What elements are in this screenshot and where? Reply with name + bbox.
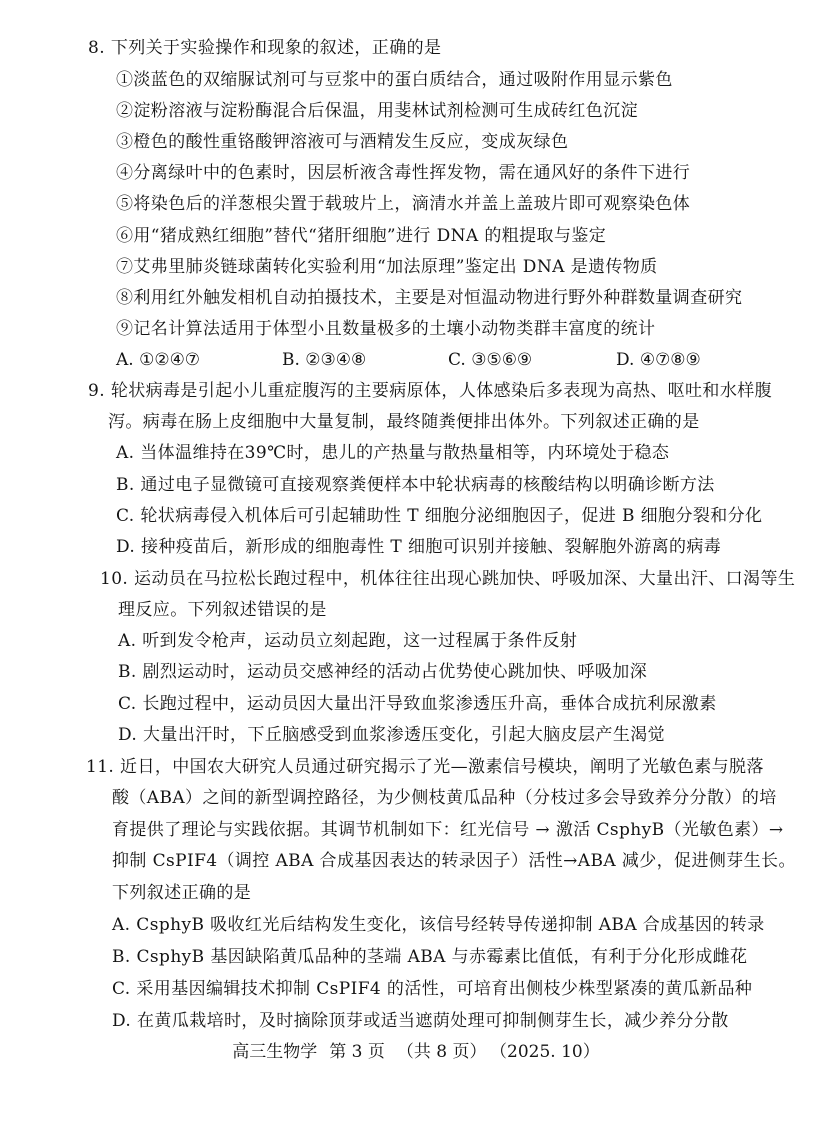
question-8-item-1: ①淡蓝色的双缩脲试剂可与豆浆中的蛋白质结合，通过吸附作用显示紫色 — [116, 70, 673, 90]
question-11-option-b: B. CsphyB 基因缺陷黄瓜品种的茎端 ABA 与赤霉素比值低，有利于分化形成雌花 — [112, 947, 748, 967]
footer-date: （2025. 10） — [498, 1042, 600, 1062]
question-11-option-d: D. 在黄瓜栽培时，及时摘除顶芽或适当遮荫处理可抑制侧芽生长，减少养分分散 — [112, 1011, 729, 1031]
question-9-option-d: D. 接种疫苗后，新形成的细胞毒性 T 细胞可识别并接触、裂解胞外游离的病毒 — [116, 537, 722, 557]
question-10-stem-line-2: 理反应。下列叙述错误的是 — [118, 600, 327, 620]
page-footer — [0, 1040, 832, 1064]
footer-subject: 高三生物学 — [232, 1042, 318, 1062]
question-11-option-c: C. 采用基因编辑技术抑制 CsPIF4 的活性，可培育出侧枝少株型紧凑的黄瓜新品种 — [112, 979, 753, 999]
question-10-option-c: C. 长跑过程中，运动员因大量出汗导致血浆渗透压升高，垂体合成抗利尿激素 — [118, 694, 717, 714]
question-9-option-c: C. 轮状病毒侵入机体后可引起辅助性 T 细胞分泌细胞因子，促进 B 细胞分裂和分化 — [116, 506, 763, 526]
option-c: C. ③⑤⑥⑨ — [448, 350, 533, 370]
question-8-item-5: ⑤将染色后的洋葱根尖置于载玻片上，滴清水并盖上盖玻片即可观察染色体 — [116, 194, 691, 214]
question-8-item-2: ②淀粉溶液与淀粉酶混合后保温，用斐林试剂检测可生成砖红色沉淀 — [116, 101, 638, 121]
question-8-item-7: ⑦艾弗里肺炎链球菌转化实验利用“加法原理”鉴定出 DNA 是遗传物质 — [116, 257, 658, 277]
footer-page-number: 第 3 页 — [329, 1042, 385, 1062]
question-11-stem-line-5: 下列叙述正确的是 — [112, 883, 252, 903]
question-8-item-8: ⑧利用红外触发相机自动拍摄技术，主要是对恒温动物进行野外种群数量调查研究 — [116, 288, 743, 308]
question-11-stem-line-1: 11. 近日，中国农大研究人员通过研究揭示了光—激素信号模块，阐明了光敏色素与脱落 — [86, 757, 764, 777]
question-10-option-b: B. 剧烈运动时，运动员交感神经的活动占优势使心跳加快、呼吸加深 — [118, 662, 648, 682]
question-8-options — [116, 348, 756, 372]
footer-total-pages: （共 8 页） — [396, 1042, 487, 1062]
question-11-stem-line-3: 育提供了理论与实践依据。其调节机制如下：红光信号 → 激活 CsphyB（光敏色素）→ — [112, 820, 784, 840]
question-9-stem-line-2: 泻。病毒在肠上皮细胞中大量复制，最终随粪便排出体外。下列叙述正确的是 — [108, 412, 700, 432]
question-11-stem-line-4: 抑制 CsPIF4（调控 ABA 合成基因表达的转录因子）活性→ABA 减少，促进侧芽生长。 — [112, 851, 796, 871]
question-10-stem-line-1: 10. 运动员在马拉松长跑过程中，机体往往出现心跳加快、呼吸加深、大量出汗、口渴等生 — [100, 569, 796, 589]
question-10-option-a: A. 听到发令枪声，运动员立刻起跑，这一过程属于条件反射 — [118, 631, 578, 651]
question-8-stem: 8. 下列关于实验操作和现象的叙述，正确的是 — [88, 38, 442, 58]
option-a: A. ①②④⑦ — [116, 350, 201, 370]
question-9-option-b: B. 通过电子显微镜可直接观察粪便样本中轮状病毒的核酸结构以明确诊断方法 — [116, 475, 715, 495]
question-9-stem-line-1: 9. 轮状病毒是引起小儿重症腹泻的主要病原体，人体感染后多表现为高热、呕吐和水样腹 — [88, 381, 773, 401]
option-d: D. ④⑦⑧⑨ — [616, 350, 701, 370]
question-10-option-d: D. 大量出汗时，下丘脑感受到血浆渗透压变化，引起大脑皮层产生渴觉 — [118, 725, 666, 745]
question-8-item-3: ③橙色的酸性重铬酸钾溶液可与酒精发生反应，变成灰绿色 — [116, 132, 569, 152]
question-11-stem-line-2: 酸（ABA）之间的新型调控路径，为少侧枝黄瓜品种（分枝过多会导致养分分散）的培 — [112, 788, 777, 808]
question-11-option-a: A. CsphyB 吸收红光后结构发生变化，该信号经转导传递抑制 ABA 合成基因的转录 — [112, 915, 765, 935]
question-8-item-9: ⑨记名计算法适用于体型小且数量极多的土壤小动物类群丰富度的统计 — [116, 319, 656, 339]
question-8-item-4: ④分离绿叶中的色素时，因层析液含毒性挥发物，需在通风好的条件下进行 — [116, 163, 691, 183]
question-8-item-6: ⑥用“猪成熟红细胞”替代“猪肝细胞”进行 DNA 的粗提取与鉴定 — [116, 226, 607, 246]
option-b: B. ②③④⑧ — [282, 350, 367, 370]
question-9-option-a: A. 当体温维持在39℃时，患儿的产热量与散热量相等，内环境处于稳态 — [116, 443, 670, 463]
